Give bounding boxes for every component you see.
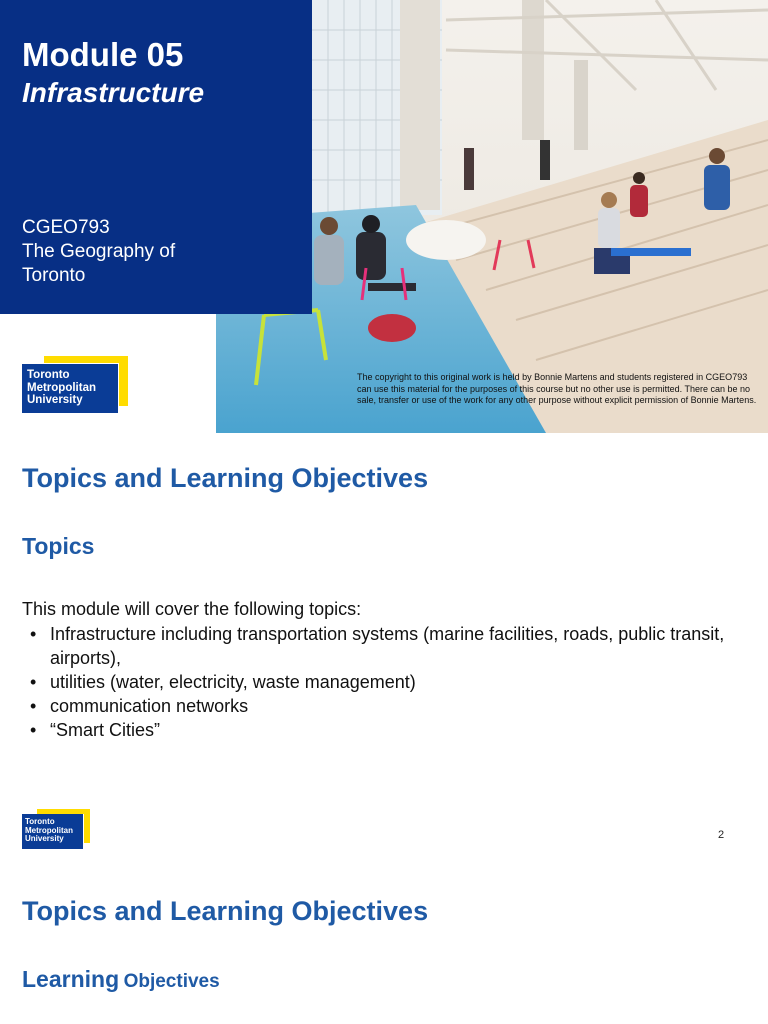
logo-wordmark	[22, 364, 118, 413]
logo-line-1: Toronto	[25, 817, 55, 826]
subheading-part-2: Objectives	[123, 971, 220, 992]
logo-line-2: Metropolitan	[27, 381, 96, 394]
logo-line-1: Toronto	[27, 369, 70, 381]
logo-line-2: Metropolitan	[25, 825, 73, 835]
slide-heading: Topics and Learning Objectives	[22, 896, 429, 926]
topics-intro: This module will cover the following topics:	[22, 599, 362, 619]
course-name-line-1: The Geography of	[22, 241, 176, 262]
topic-item: • “Smart Cities”	[30, 718, 750, 742]
title-slide	[0, 0, 768, 433]
title-block	[0, 0, 312, 314]
topic-item: • Infrastructure including transportation systems (marine facilities, roads, public transit, airports),	[30, 622, 750, 670]
copyright-notice: The copyright to this original work is held by Bonnie Martens and students registered in CGEO793 can use this material for the purposes of this course but no other use is permitted. There can be no sale, transfer or use of the work for any other purpose without explicit permission of Bonnie Martens.	[357, 372, 757, 405]
logo-yellow-bar-top	[44, 356, 128, 363]
logo-line-3: University	[27, 394, 83, 406]
logo-yellow-bar-side	[84, 809, 90, 843]
logo-line-3: University	[25, 834, 64, 844]
learning-objectives-subheading	[22, 965, 220, 997]
topic-item: • utilities (water, electricity, waste management)	[30, 670, 750, 694]
page-number: 2	[718, 829, 725, 841]
topic-item: • communication networks	[30, 694, 750, 718]
topics-subheading: Topics	[22, 533, 95, 559]
logo-yellow-bar-side	[119, 356, 128, 406]
logo-wordmark	[22, 814, 83, 849]
tmu-logo	[22, 356, 128, 416]
course-code: CGEO793	[22, 217, 110, 238]
subheading-part-1: Learning	[22, 966, 120, 992]
module-title: Module 05	[22, 36, 184, 73]
slide-heading: Topics and Learning Objectives	[22, 463, 429, 493]
tmu-logo-small	[22, 809, 90, 849]
module-subtitle: Infrastructure	[22, 77, 205, 108]
topics-list	[30, 622, 750, 742]
course-name-line-2: Toronto	[22, 265, 86, 286]
